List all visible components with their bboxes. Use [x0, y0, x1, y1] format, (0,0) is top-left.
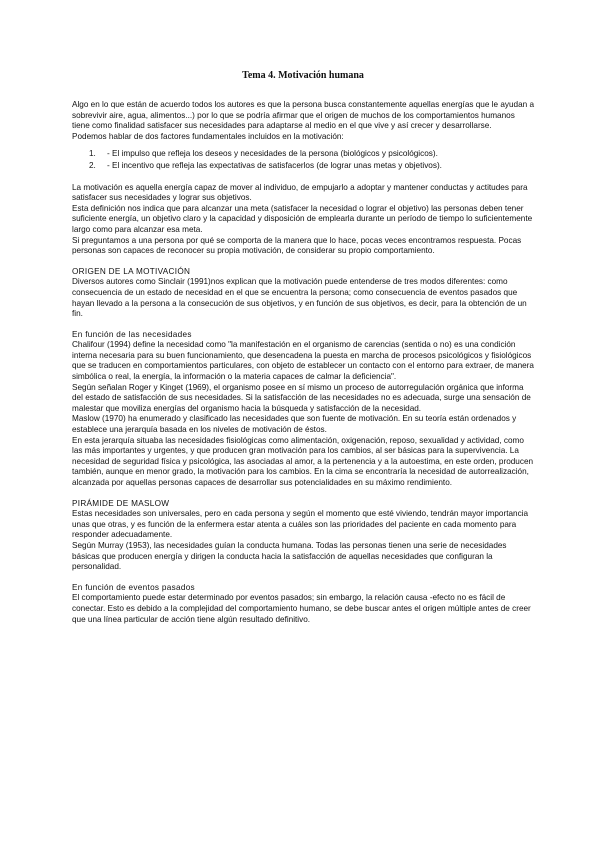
list-item-number: 2.	[89, 160, 96, 170]
past-events-paragraph: El comportamiento puede estar determinado por eventos pasados; sin embargo, la relación causa -efecto no es fácil de conectar. Esto es debido a la complejidad del comportamiento humano, se debe buscar antes el origen múltiple antes de creer que una línea particular de acción tiene algún resultado definitivo.	[72, 593, 531, 624]
needs-paragraph-1: Chalifour (1994) define la necesidad como "la manifestación en el organismo de carencias (sentida o no) es una condición interna necesaria para su buen funcionamiento, que desencadena la puesta en marcha de procesos psicológicos y fisiológicos que se traducen en comportamientos particulares, con objeto de establecer un contacto con el entorno para extraer, de manera simbólica o real, la energía, la información o la materia capaces de calmar la deficiencia".	[72, 340, 534, 382]
intro-paragraph-1: Algo en lo que están de acuerdo todos los autores es que la persona busca constantemente aquellas energías que le ayudan a sobrevivir aire, agua, alimentos...) por lo que se podría afirmar que el origen de muchos de los comportamientos humanos tiene como finalidad satisfacer sus necesidades para adaptarse al medio en el que vive y así crecer y desarrollarse.	[72, 100, 535, 131]
list-item-text: - El impulso que refleja los deseos y necesidades de la persona (biológicos y psicológicos).	[107, 149, 438, 159]
list-item	[72, 161, 534, 172]
list-item	[72, 149, 534, 160]
needs-paragraph-2: Según señalan Roger y Kinget (1969), el organismo posee en sí mismo un proceso de autorregulación orgánica que informa del estado de satisfacción de sus necesidades. Si la satisfacción de las necesidades no es adecuada, surge una sensación de malestar que moviliza energías del organismo hacia la búsqueda y satisfacción de la necesidad.	[72, 382, 531, 413]
section-heading-needs: En función de las necesidades	[72, 329, 192, 339]
intro-paragraph-2: Podemos hablar de dos factores fundamentales incluidos en la motivación:	[72, 131, 344, 141]
document-page	[72, 70, 534, 625]
definition-paragraph-2: Esta definición nos indica que para alcanzar una meta (satisfacer la necesidad o lograr el objetivo) las personas deben tener suficiente energía, un objetivo claro y la capacidad y disposición de emplearla durante un período de tiempo lo suficientemente largo como para alcanzar esa meta.	[72, 203, 533, 234]
definition-paragraph-3: Si preguntamos a una persona por qué se comporta de la manera que lo hace, pocas veces encontramos respuesta. Pocas personas son capaces de reconocer su propia motivación, de considerar su propio comportamiento.	[72, 235, 522, 256]
needs-paragraph-4: En esta jerarquía situaba las necesidades fisiológicas como alimentación, oxigenación, reposo, sexualidad y actividad, como las más importantes y urgentes, y que producen gran motivación para los cambios, al ser básicas para la supervivencia. La necesidad de seguridad física y psicológica, las asociadas al amor, a la pertenencia y a la autoestima, en este orden, producen también, aunque en menor grado, la motivación para los cambios. En la cima se encontraría la necesidad de autorrealización, alcanzada por aquellas personas capaces de desarrollar sus potencialidades en su máximo rendimiento.	[72, 435, 534, 487]
list-item-number: 1.	[89, 149, 96, 159]
document-title: Tema 4. Motivación humana	[242, 70, 364, 81]
definition-paragraph-1: La motivación es aquella energía capaz de mover al individuo, de empujarlo a adoptar y mantener conductas y actitudes para satisfacer sus necesidades y lograr sus objetivos.	[72, 182, 528, 203]
section-heading-pyramid: PIRÁMIDE DE MASLOW	[72, 498, 170, 508]
pyramid-paragraph-1: Estas necesidades son universales, pero en cada persona y según el momento que esté viviendo, tendrán mayor importancia unas que otras, y es función de la enfermera estar atenta a cuáles son las prioridades del paciente en cada momento para responder adecuadamente.	[72, 509, 529, 540]
section-heading-past-events: En función de eventos pasados	[72, 582, 195, 592]
section-heading-origin: ORIGEN DE LA MOTIVACIÓN	[72, 266, 191, 276]
pyramid-paragraph-2: Según Murray (1953), las necesidades guían la conducta humana. Todas las personas tienen una serie de necesidades básicas que producen energía y dirigen la conducta hacia la satisfacción de aquellas necesidades que configuran la personalidad.	[72, 540, 507, 572]
motivation-factors-list	[72, 149, 534, 171]
origin-paragraph: Diversos autores como Sinclair (1991)nos explican que la motivación puede entenderse de tres modos diferentes: como consecuencia de un estado de necesidad en el que se encuentra la persona; como consecuencia de eventos pasados que hayan llevado a la persona a la consecución de sus objetivos, y en función de sus objetivos, es decir, para la obtención de un fin.	[72, 277, 527, 319]
needs-paragraph-3: Maslow (1970) ha enumerado y clasificado las necesidades que son fuente de motivación. En su teoría están ordenados y establece una jerarquía basada en los niveles de motivación de éstos.	[72, 414, 517, 435]
list-item-text: - El incentivo que refleja las expectativas de satisfacerlos (de lograr unas metas y objetivos).	[107, 160, 442, 170]
